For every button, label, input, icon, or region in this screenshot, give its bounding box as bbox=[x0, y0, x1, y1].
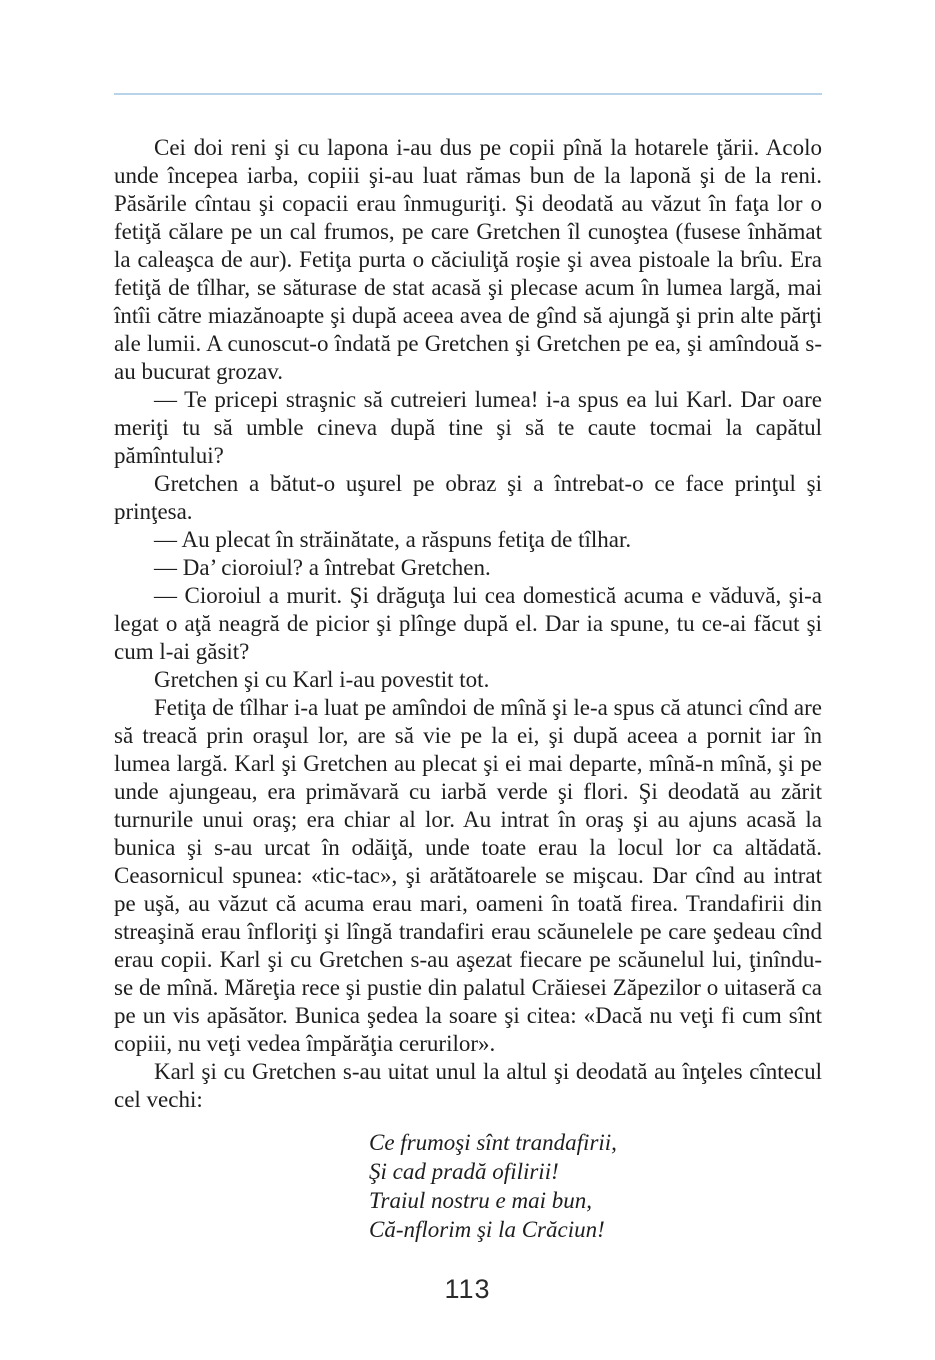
poem-line: Că-nflorim şi la Crăciun! bbox=[369, 1217, 605, 1242]
paragraph: — Da’ cioroiul? a întrebat Gretchen. bbox=[154, 555, 491, 580]
paragraph: — Te pricepi straşnic să cutreieri lumea! i-a spus ea lui Karl. Dar oare meriţi tu să umble cineva după tine şi să te caute tocmai la capătul pămîntului? bbox=[114, 387, 822, 468]
poem-stanza bbox=[369, 1128, 617, 1244]
paragraph: Gretchen a bătut-o uşurel pe obraz şi a întrebat-o ce face prinţul şi prinţesa. bbox=[114, 471, 822, 524]
body-text bbox=[114, 134, 822, 1114]
paragraph: Fetiţa de tîlhar i-a luat pe amîndoi de mînă şi le-a spus că atunci cînd are să treacă prin oraşul lor, are să vie pe la ei, şi după aceea a pornit iar în lumea largă. Karl şi Gretchen au plecat şi ei mai departe, mînă-n mînă, şi pe unde ajungeau, era primăvară cu iarbă verde şi flori. Şi deodată au zărit turnurile unui oraş; era chiar al lor. Au intrat în oraş şi au ajuns acasă la bunica şi s-au urcat în odăiţă, unde toate erau la locul lor ca altădată. Ceasornicul spunea: «tic-tac», şi arătătoarele se mişcau. Dar cînd au intrat pe uşă, au văzut că acuma erau mari, oameni în toată firea. Trandafirii din streaşină erau înfloriţi şi lîngă trandafiri erau scăunelele pe care şedeau cînd erau copii. Karl şi cu Gretchen s-au aşezat fiecare pe scăunelul lui, ţinîndu-se de mînă. Măreţia rece şi pustie din palatul Crăiesei Zăpezilor o uitaseră ca pe un vis apăsător. Bunica şedea la soare şi citea: «Dacă nu veţi fi cum sînt copiii, nu veţi vedea împărăţia cerurilor». bbox=[114, 695, 822, 1056]
paragraph: — Cioroiul a murit. Şi drăguţa lui cea domestică acuma e văduvă, şi-a legat o aţă neagră de picior şi plînge după el. Dar ia spune, tu ce-ai făcut şi cum l-ai găsit? bbox=[114, 583, 822, 664]
paragraph: Karl şi cu Gretchen s-au uitat unul la altul şi deodată au înţeles cîntecul cel vechi: bbox=[114, 1059, 822, 1112]
paragraph: Gretchen şi cu Karl i-au povestit tot. bbox=[154, 667, 490, 692]
poem-line: Şi cad pradă ofilirii! bbox=[369, 1159, 559, 1184]
page-number: 113 bbox=[444, 1274, 491, 1304]
header-rule bbox=[114, 93, 822, 95]
paragraph: — Au plecat în străinătate, a răspuns fetiţa de tîlhar. bbox=[154, 527, 632, 552]
paragraph: Cei doi reni şi cu lapona i-au dus pe copii pînă la hotarele ţării. Acolo unde începea iarba, copiii şi-au luat rămas bun de la laponă şi de la reni. Păsările cîntau şi copacii erau înmuguriţi. Şi deodată au văzut în faţa lor o fetiţă călare pe un cal frumos, pe care Gretchen îl cunoştea (fusese înhămat la caleaşca de aur). Fetiţa purta o căciuliţă roşie şi avea pistoale la brîu. Era fetiţă de tîlhar, se săturase de stat acasă şi plecase acum în lumea largă, mai întîi către miazănoapte şi după aceea avea de gînd să ajungă şi prin alte părţi ale lumii. A cunoscut-o îndată pe Gretchen şi Gretchen pe ea, şi amîndouă s-au bucurat grozav. bbox=[114, 135, 822, 384]
poem-line: Traiul nostru e mai bun, bbox=[369, 1188, 593, 1213]
poem-line: Ce frumoşi sînt trandafirii, bbox=[369, 1130, 617, 1155]
